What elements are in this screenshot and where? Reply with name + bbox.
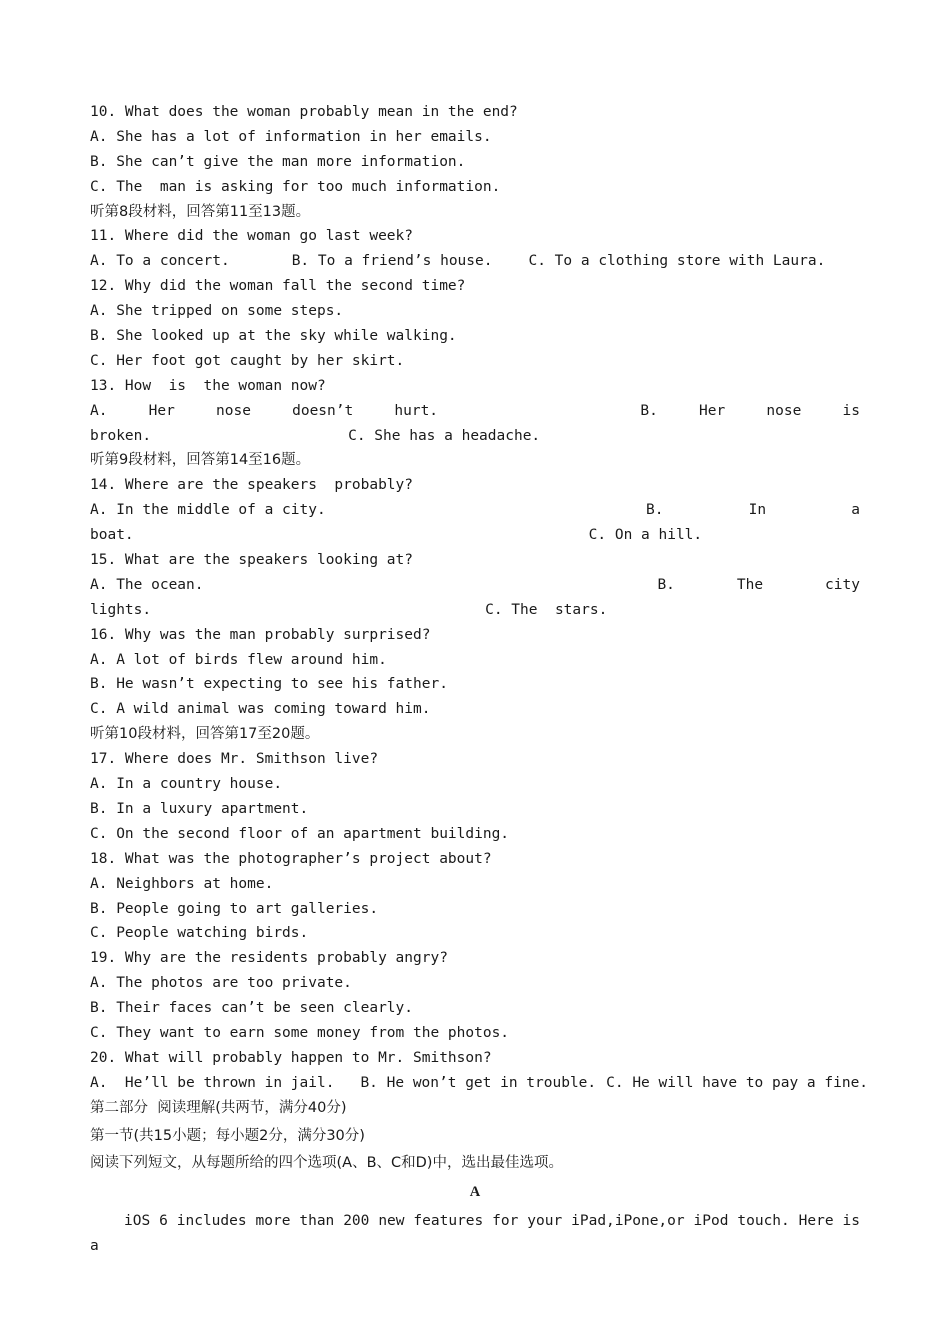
q13-word: Her [148, 402, 175, 419]
q12-option-c: C. Her foot got caught by her skirt. [90, 352, 405, 369]
q19-option-c: C. They want to earn some money from the photos. [90, 1024, 510, 1041]
q13-question: 13. How is the woman now? [90, 377, 326, 394]
q13-options-line1 [90, 399, 860, 424]
q13-word: A. [90, 402, 108, 419]
q19-option-b: B. Their faces can’t be seen clearly. [90, 1000, 414, 1017]
q14-option-b-cont: boat. [90, 527, 134, 544]
q13-word: nose [216, 402, 251, 419]
section-8-heading: 听第8段材料，回答第11至13题。 [90, 203, 311, 220]
q18-option-a: A. Neighbors at home. [90, 875, 274, 892]
q16-option-a: A. A lot of birds flew around him. [90, 651, 387, 668]
q14-question: 14. Where are the speakers probably? [90, 477, 414, 494]
q18-option-b: B. People going to art galleries. [90, 900, 379, 917]
q17-option-b: B. In a luxury apartment. [90, 800, 309, 817]
q19-option-a: A. The photos are too private. [90, 975, 352, 992]
q13-word: is [842, 402, 860, 419]
q14-option-c: C. On a hill. [588, 527, 703, 544]
q14-option-b-label: B. [646, 502, 664, 519]
q11-options [90, 249, 860, 274]
q20-option-a: A. He’ll be thrown in jail. [90, 1074, 335, 1091]
section-10-heading: 听第10段材料，回答第17至20题。 [90, 726, 320, 743]
q10-option-b: B. She can’t give the man more information. [90, 153, 466, 170]
q17-question: 17. Where does Mr. Smithson live? [90, 751, 379, 768]
q14-options-line2 [90, 523, 860, 548]
q20-question: 20. What will probably happen to Mr. Smithson? [90, 1049, 492, 1066]
q13-word: hurt. [394, 402, 439, 419]
section-9-heading: 听第9段材料，回答第14至16题。 [90, 452, 311, 469]
q11-option-b: B. To a friend’s house. [291, 253, 493, 270]
q13-options-line2 [90, 424, 860, 449]
q17-option-c: C. On the second floor of an apartment building. [90, 825, 510, 842]
passage-paragraph: iOS 6 includes more than 200 new features for your iPad,iPone,or iPod touch. Here is a [90, 1213, 860, 1255]
q14-option-b-word: a [851, 502, 860, 519]
q18-option-c: C. People watching birds. [90, 925, 309, 942]
q10-option-c: C. The man is asking for too much information. [90, 178, 501, 195]
q13-word: B. [640, 402, 658, 419]
q14-option-b-word: In [748, 502, 767, 519]
q11-option-a: A. To a concert. [90, 253, 230, 270]
q15-option-c: C. The stars. [485, 601, 608, 618]
q13-option-c: C. She has a headache. [348, 427, 541, 444]
q16-question: 16. Why was the man probably surprised? [90, 626, 431, 643]
q15-option-b-word: The [736, 576, 764, 593]
q15-question: 15. What are the speakers looking at? [90, 552, 414, 569]
passage-title: A [469, 1184, 481, 1201]
q15-option-b-word: city [825, 576, 860, 593]
q12-option-b: B. She looked up at the sky while walking. [90, 328, 457, 345]
q10-question: 10. What does the woman probably mean in the end? [90, 104, 518, 120]
q17-option-a: A. In a country house. [90, 776, 283, 793]
q20-option-b: B. He won’t get in trouble. [360, 1074, 597, 1091]
q11-question: 11. Where did the woman go last week? [90, 228, 414, 245]
q13-option-b-cont: broken. [90, 427, 152, 444]
q16-option-c: C. A wild animal was coming toward him. [90, 701, 431, 718]
q15-options-line1 [90, 573, 860, 598]
q20-options [90, 1071, 869, 1096]
q15-option-b-cont: lights. [90, 601, 152, 618]
q15-options-line2 [90, 598, 860, 623]
q13-word: nose [766, 402, 802, 419]
q14-options-line1 [90, 498, 860, 523]
section-1-heading: 第一节(共15小题；每小题2分，满分30分) [90, 1127, 365, 1144]
q10-option-a: A. She has a lot of information in her emails. [90, 128, 492, 145]
q18-question: 18. What was the photographer’s project about? [90, 850, 492, 867]
q14-option-a: A. In the middle of a city. [90, 502, 326, 519]
part-2-heading: 第二部分 阅读理解(共两节，满分40分) [90, 1099, 347, 1116]
q19-question: 19. Why are the residents probably angry? [90, 950, 448, 967]
reading-instructions: 阅读下列短文，从每题所给的四个选项(A、B、C和D)中，选出最佳选项。 [90, 1155, 563, 1172]
q15-option-b-label: B. [657, 576, 675, 593]
q13-word: doesn’t [292, 402, 354, 419]
q13-word: Her [699, 402, 726, 419]
q15-option-a: A. The ocean. [90, 576, 204, 593]
q12-question: 12. Why did the woman fall the second time? [90, 278, 466, 295]
q16-option-b: B. He wasn’t expecting to see his father. [90, 676, 448, 693]
q11-option-c: C. To a clothing store with Laura. [528, 253, 826, 270]
document-page [90, 100, 869, 1255]
q20-option-c: C. He will have to pay a fine. [606, 1074, 869, 1091]
q12-option-a: A. She tripped on some steps. [90, 303, 344, 320]
